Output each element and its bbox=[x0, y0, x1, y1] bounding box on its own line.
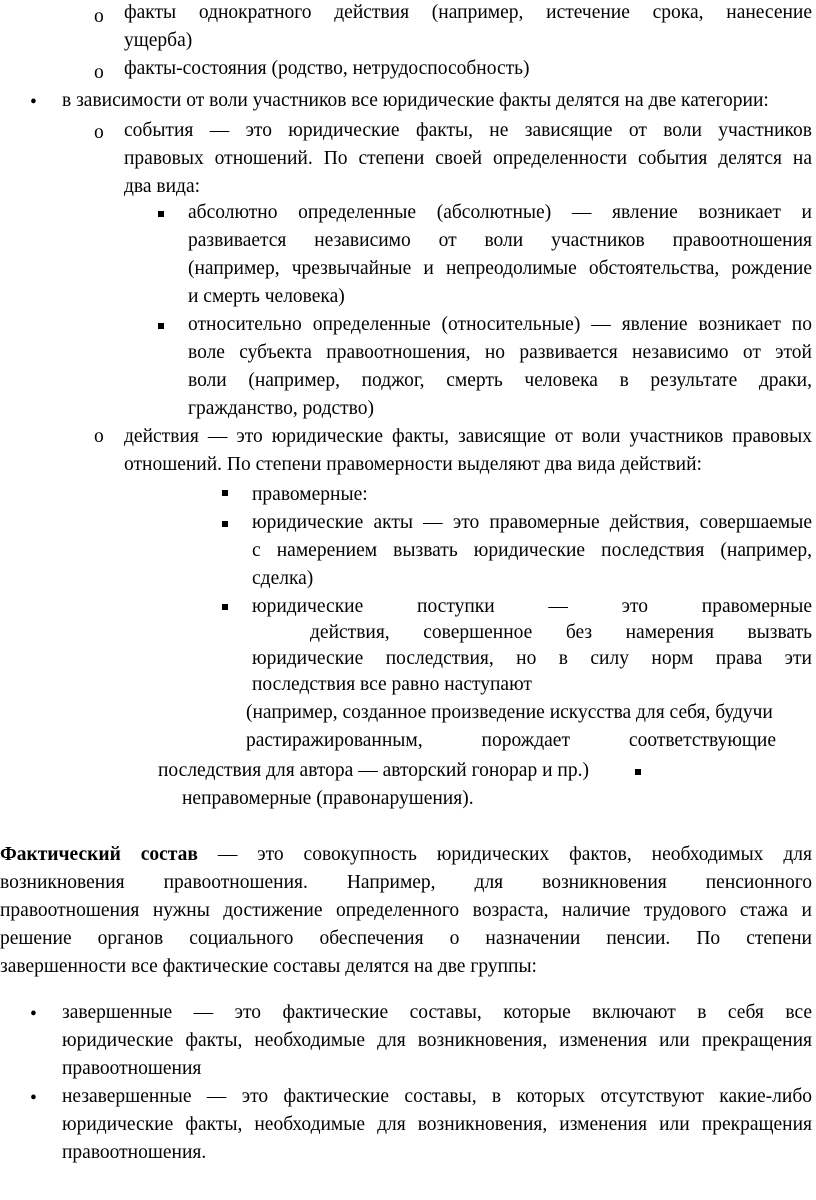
list-item: юридические поступки — это правомерные bbox=[252, 596, 812, 617]
square-bullet-icon bbox=[222, 604, 228, 610]
bullet-icon: • bbox=[30, 1004, 37, 1025]
list-item: два вида: bbox=[124, 176, 201, 197]
composition-term: Фактический состав bbox=[0, 844, 198, 865]
list-item: юридические последствия, но в силу норм права эти bbox=[252, 648, 812, 669]
circle-bullet-icon: o bbox=[94, 426, 104, 447]
composition-text: — это совокупность юридических фактов, необходимых для bbox=[197, 844, 812, 865]
list-item: (например, созданное произведение искусства для себя, будучи bbox=[246, 702, 773, 723]
list-item: юридические факты, необходимые для возникновения, изменения или прекращения bbox=[62, 1114, 812, 1135]
list-item: сделка) bbox=[252, 568, 314, 589]
list-item: события — это юридические факты, не зависящие от воли участников bbox=[124, 120, 812, 141]
composition-paragraph-line: правоотношения нужны достижение определенного возраста, наличие трудового стажа и bbox=[0, 900, 812, 921]
list-item: воле субъекта правоотношения, но развивается независимо от этой bbox=[188, 342, 812, 363]
circle-bullet-icon: o bbox=[94, 122, 104, 143]
list-item: правовых отношений. По степени своей определенности события делятся на bbox=[124, 148, 812, 169]
list-item: растиражированным, порождает соответствующие bbox=[246, 730, 776, 751]
circle-bullet-icon: o bbox=[94, 6, 104, 27]
list-item: незавершенные — это фактические составы, в которых отсутствуют какие-либо bbox=[62, 1086, 812, 1107]
list-item: относительно определенные (относительные) — явление возникает по bbox=[188, 314, 812, 335]
bullet-icon: • bbox=[30, 92, 37, 113]
list-item: с намерением вызвать юридические последствия (например, bbox=[252, 540, 812, 561]
list-item: юридические акты — это правомерные действия, совершаемые bbox=[252, 512, 812, 533]
square-bullet-icon bbox=[222, 490, 228, 496]
list-item: завершенные — это фактические составы, которые включают в себя все bbox=[62, 1002, 812, 1023]
list-item: (например, чрезвычайные и непреодолимые обстоятельства, рождение bbox=[188, 258, 812, 279]
square-bullet-icon bbox=[635, 769, 641, 775]
circle-bullet-icon: o bbox=[94, 62, 104, 83]
list-item: в зависимости от воли участников все юридические факты делятся на две категории: bbox=[62, 90, 769, 111]
list-item: отношений. По степени правомерности выделяют два вида действий: bbox=[124, 454, 702, 475]
list-item: правоотношения bbox=[62, 1058, 202, 1079]
square-bullet-icon bbox=[222, 521, 228, 527]
list-item: правоотношения. bbox=[62, 1142, 207, 1163]
list-item: последствия для автора — авторский гонорар и пр.) bbox=[158, 760, 589, 781]
list-item: абсолютно определенные (абсолютные) — явление возникает и bbox=[188, 202, 812, 223]
composition-paragraph-line: завершенности все фактические составы делятся на две группы: bbox=[0, 956, 537, 977]
list-item: действия, совершенное без намерения вызвать bbox=[310, 622, 812, 643]
composition-paragraph bbox=[0, 842, 812, 868]
list-item: факты однократного действия (например, истечение срока, нанесение bbox=[124, 2, 812, 23]
list-item: действия — это юридические факты, зависящие от воли участников правовых bbox=[124, 426, 812, 447]
list-item: гражданство, родство) bbox=[188, 398, 374, 419]
list-item: и смерть человека) bbox=[188, 286, 345, 307]
composition-paragraph-line: возникновения правоотношения. Например, для возникновения пенсионного bbox=[0, 872, 812, 893]
list-item: воли (например, поджог, смерть человека в результате драки, bbox=[188, 370, 812, 391]
list-item: факты-состояния (родство, нетрудоспособность) bbox=[124, 58, 530, 79]
list-item: юридические факты, необходимые для возникновения, изменения или прекращения bbox=[62, 1030, 812, 1051]
list-item: правомерные: bbox=[252, 484, 368, 505]
square-bullet-icon bbox=[158, 211, 164, 217]
list-item: ущерба) bbox=[124, 30, 193, 51]
list-item: неправомерные (правонарушения). bbox=[182, 788, 474, 809]
composition-paragraph-line: решение органов социального обеспечения о назначении пенсии. По степени bbox=[0, 928, 812, 949]
list-item: развивается независимо от воли участников правоотношения bbox=[188, 230, 812, 251]
bullet-icon: • bbox=[30, 1088, 37, 1109]
list-item: последствия все равно наступают bbox=[252, 674, 532, 695]
square-bullet-icon bbox=[158, 323, 164, 329]
